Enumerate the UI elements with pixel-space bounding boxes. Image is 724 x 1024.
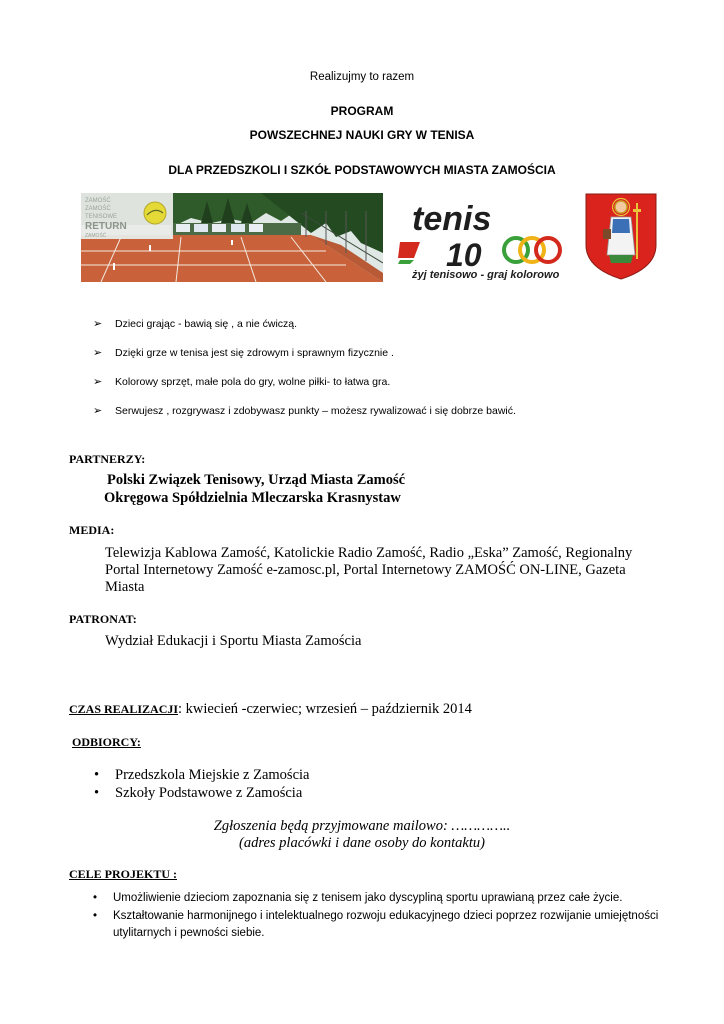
- sign-line-2: ZAMOŚĆ: [85, 206, 111, 212]
- cele-label: CELE PROJEKTU :: [69, 867, 178, 881]
- partners-label: PARTNERZY:: [69, 452, 146, 466]
- partners-line-2: Okręgowa Spółdzielnia Mleczarska Krasnystaw: [104, 490, 401, 506]
- goal-text: Umożliwienie dzieciom zapoznania się z tenisem jako dyscypliną sportu uprawianą przez całe życie.: [113, 892, 623, 904]
- bullet-text: Serwujesz , rozgrywasz i zdobywasz punkty – możesz rywalizować i się dobrze bawić.: [115, 405, 516, 417]
- bullet-dot-icon: •: [94, 767, 100, 783]
- media-label: MEDIA:: [69, 523, 115, 537]
- arrow-bullet-icon: ➢: [93, 318, 103, 330]
- list-item: [93, 404, 516, 417]
- list-item: [94, 785, 302, 802]
- media-line-3: Miasta: [105, 579, 145, 595]
- tagline: Realizujmy to razem: [309, 71, 415, 83]
- goal-text: Kształtowanie harmonijnego i intelektualnego rozwoju edukacyjnego dzieci poprzez rozwijanie umiejętności utylitarnych i pewności siebie.: [113, 910, 659, 939]
- list-item: [93, 908, 673, 942]
- bullet-dot-icon: •: [93, 910, 98, 922]
- program-subtitle: POWSZECHNEJ NAUKI GRY W TENISA: [249, 128, 475, 142]
- arrow-bullet-icon: ➢: [93, 347, 103, 359]
- list-item: [93, 346, 394, 359]
- bullet-dot-icon: •: [93, 892, 98, 904]
- czas-value: : kwiecień -czerwiec; wrzesień – październik 2014: [178, 701, 472, 717]
- program-audience-title: DLA PRZEDSZKOLI I SZKÓŁ PODSTAWOWYCH MIASTA ZAMOŚCIA: [168, 163, 556, 177]
- bullet-text: Kolorowy sprzęt, małe pola do gry, wolne piłki- to łatwa gra.: [115, 376, 391, 388]
- logo-word: tenis: [412, 200, 492, 238]
- czas-realizacji: [69, 701, 472, 718]
- patronat-label: PATRONAT:: [69, 612, 137, 626]
- tennis-court-photo: [81, 193, 383, 282]
- list-item: [93, 317, 297, 330]
- odbiorcy-item: Przedszkola Miejskie z Zamościa: [115, 767, 310, 783]
- bullet-dot-icon: •: [94, 785, 100, 801]
- list-item: [93, 890, 673, 907]
- logo-slogan: żyj tenisowo - graj kolorowo: [412, 269, 560, 280]
- tenis10-logo-graphic: [398, 200, 570, 280]
- media-line-1: Telewizja Kablowa Zamość, Katolickie Radio Zamość, Radio „Eska” Zamość, Regionalny: [105, 545, 633, 561]
- partners-line-1: Polski Związek Tenisowy, Urząd Miasta Zamość: [107, 472, 406, 488]
- logo-number: 10: [446, 237, 482, 273]
- zgloszenia-line-2: (adres placówki i dane osoby do kontaktu): [239, 835, 485, 851]
- arrow-bullet-icon: ➢: [93, 376, 103, 388]
- odbiorcy-label: ODBIORCY:: [72, 735, 141, 749]
- bullet-text: Dzieci grając - bawią się , a nie ćwiczą.: [115, 318, 298, 330]
- coat-of-arms-icon: [585, 193, 657, 280]
- czas-label: CZAS REALIZACJI: [69, 702, 179, 716]
- sign-line-3: TENISOWE: [85, 214, 118, 220]
- zgloszenia-line-1: Zgłoszenia będą przyjmowane mailowo: …………..: [213, 818, 511, 834]
- patronat-value: Wydział Edukacji i Sportu Miasta Zamościa: [105, 633, 362, 649]
- sign-line-4: RETURN: [85, 221, 127, 232]
- program-title: PROGRAM: [330, 104, 394, 118]
- odbiorcy-item: Szkoły Podstawowe z Zamościa: [115, 785, 303, 801]
- list-item: [94, 767, 309, 784]
- sign-line-1: ZAMOŚĆ: [85, 198, 111, 204]
- list-item: [93, 375, 390, 388]
- arrow-bullet-icon: ➢: [93, 405, 103, 417]
- zamosc-coat-of-arms: [585, 193, 657, 280]
- media-line-2: Portal Internetowy Zamość e-zamosc.pl, Portal Internetowy ZAMOŚĆ ON-LINE, Gazeta: [105, 562, 626, 578]
- bullet-text: Dzięki grze w tenisa jest się zdrowym i sprawnym fizycznie .: [115, 347, 394, 359]
- tenis10-logo: [398, 200, 570, 280]
- tennis-court-illustration: [81, 193, 383, 282]
- sign-line-5: ZAMOŚĆ: [85, 233, 107, 239]
